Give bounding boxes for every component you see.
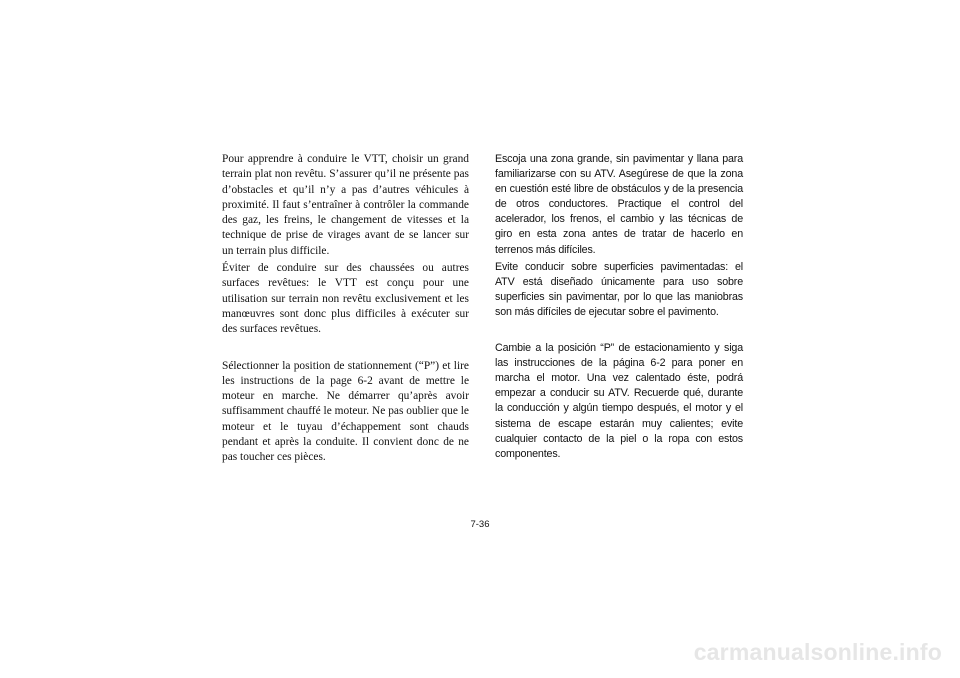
watermark: carmanualsonline.info (693, 639, 942, 665)
spanish-column (495, 152, 743, 462)
spanish-paragraph-3: Cambie a la posición “P” de estacionamiento y siga las instrucciones de la página 6-2 para poner en marcha el motor. Una vez calentado éste, podrá empezar a conducir su ATV. Recuerde qué, durante la conducción y algún tiempo después, el motor y el sistema de escape estarán muy calientes; evite cualquier contacto de la piel o la ropa con estos componentes. (495, 342, 743, 460)
french-paragraph-2: Éviter de conduire sur des chaussées ou autres surfaces revêtues: le VTT est conçu pour une utilisation sur terrain non revêtu exclusivement et les manœuvres sont donc plus difficiles à exécuter sur des surfaces revêtues. (222, 262, 469, 336)
spanish-paragraph-2: Evite conducir sobre superficies pavimentadas: el ATV está diseñado únicamente para uso sobre superficies sin pavimentar, por lo que las maniobras son más difíciles de ejecutar sobre el pavimento. (495, 260, 743, 318)
french-paragraph-3: Sélectionner la position de stationnement (“P”) et lire les instructions de la page 6-2 avant de mettre le moteur en marche. Ne démarrer qu’après avoir suffisamment chauffé le moteur. Ne pas oublier que le moteur et le tuyau d’échappement sont chauds pendant et après la conduite. Il convient donc de ne pas toucher ces pièces. (222, 359, 469, 464)
page-number: 7-36 (470, 519, 490, 530)
spanish-paragraph-1: Escoja una zona grande, sin pavimentar y llana para familiarizarse con su ATV. Asegúrese de que la zona en cuestión esté libre de obstáculos y de la presencia de otros conductores. Practique el control del acelerador, los frenos, el cambio y las técnicas de giro en esta zona antes de tratar de hacerlo en terrenos más difíciles. (495, 153, 743, 256)
french-paragraph-1: Pour apprendre à conduire le VTT, choisir un grand terrain plat non revêtu. S’assurer qu’il ne présente pas d’obstacles et qu’il n’y a pas d’autres véhicules à proximité. Il faut s’entraîner à contrôler la commande des gaz, les freins, le changement de vitesses et la technique de prise de virages avant de se lancer sur un terrain plus difficile. (222, 153, 469, 257)
french-column (222, 152, 469, 466)
